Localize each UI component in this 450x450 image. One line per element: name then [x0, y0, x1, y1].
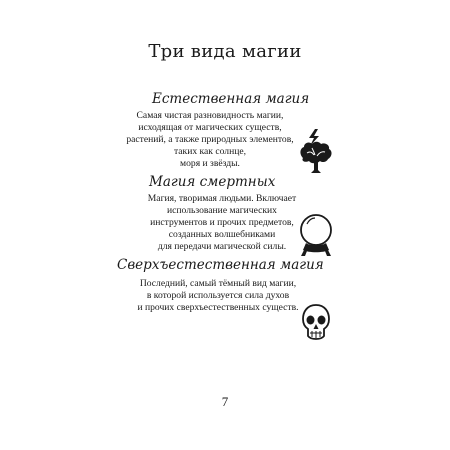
crystal-ball-icon	[298, 212, 334, 258]
body-line: для передачи магической силы.	[157, 241, 287, 252]
body-line: Последний, самый тёмный вид магии,	[139, 278, 297, 289]
body-line: исходящая от магических существ,	[138, 122, 282, 133]
body-line: инструментов и прочих предметов,	[150, 217, 294, 228]
skull-icon	[301, 303, 331, 343]
body-line: таких как солнце,	[173, 146, 247, 157]
section-body-mortal-magic	[122, 193, 322, 253]
body-line: и прочих сверхъестественных существ.	[137, 302, 299, 313]
body-line: использование магических	[167, 205, 277, 216]
lightning-tree-icon	[298, 128, 334, 174]
page-title: Три вида магии	[148, 41, 302, 62]
section-heading-supernatural-magic: Сверхъестественная магия	[117, 257, 324, 273]
body-line: моря и звёзды.	[180, 158, 240, 169]
body-line: созданных волшебниками	[168, 229, 276, 240]
section-body-natural-magic	[100, 110, 320, 170]
body-line: Магия, творимая людьми. Включает	[147, 193, 297, 204]
section-heading-natural-magic: Естественная магия	[152, 91, 310, 107]
page-number: 7	[221, 394, 229, 409]
body-line: Самая чистая разновидность магии,	[136, 110, 284, 121]
body-line: в которой используется сила духов	[146, 290, 290, 301]
section-body-supernatural-magic	[113, 278, 323, 314]
section-heading-mortal-magic: Магия смертных	[149, 174, 276, 190]
body-line: растений, а также природных элементов,	[126, 134, 294, 145]
